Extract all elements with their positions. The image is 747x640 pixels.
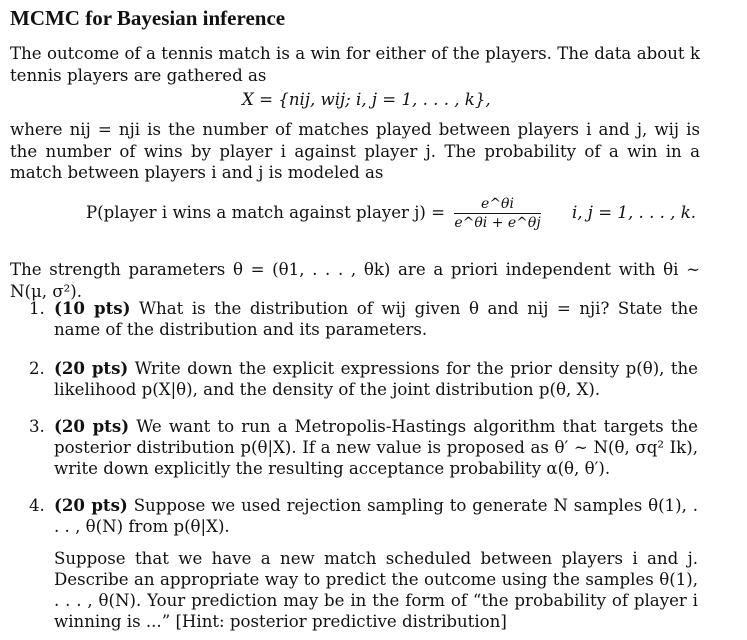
question-2-points: (20 pts) <box>54 358 129 378</box>
question-2 <box>30 358 698 400</box>
intro-paragraph: The outcome of a tennis match is a win for either of the players. The data about k tennis players are gathered as <box>10 44 700 85</box>
question-2-text: Write down the explicit expressions for the prior density p(θ), the likelihood p(X|θ), and the density of the joint distribution p(θ, X). <box>54 359 699 399</box>
page-title: MCMC for Bayesian inference <box>10 6 286 30</box>
model-numerator: e^θi <box>454 196 540 214</box>
model-denominator: e^θi + e^θj <box>454 215 541 231</box>
question-4-number: 4. <box>29 496 45 515</box>
model-fraction <box>454 196 540 231</box>
question-1-number: 1. <box>29 299 45 318</box>
strength-paragraph: The strength parameters θ = (θ1, . . . , θk) are a priori independent with θi ∼ N(μ, σ²). <box>10 260 700 301</box>
question-3-points: (20 pts) <box>54 416 130 436</box>
question-4-followup: Suppose that we have a new match scheduled between players i and j. Describe an appropriate way to predict the outcome using the samples θ(1), . . . , θ(N). Your prediction may be in the form of “the probability of player i winning is ...” [Hint: posterior predictive distribution] <box>54 549 698 631</box>
model-equation <box>86 196 696 231</box>
data-equation: X = {nij, wij; i, j = 1, . . . , k}, <box>242 90 491 109</box>
question-1-text: What is the distribution of wij given θ and nij = nji? State the name of the distribution and its parameters. <box>54 299 699 339</box>
question-3-number: 3. <box>29 417 45 436</box>
question-4-points: (20 pts) <box>54 495 128 515</box>
question-3 <box>30 416 698 479</box>
model-lhs: P(player i wins a match against player j) = <box>86 203 446 222</box>
question-4 <box>30 495 698 537</box>
question-2-number: 2. <box>29 359 45 378</box>
question-1-points: (10 pts) <box>54 298 131 318</box>
model-range: i, j = 1, . . . , k. <box>571 203 697 222</box>
question-1 <box>30 298 698 340</box>
question-4-text: Suppose we used rejection sampling to generate N samples θ(1), . . . , θ(N) from p(θ|X). <box>54 496 699 536</box>
where-paragraph: where nij = nji is the number of matches played between players i and j, wij is the number of wins by player i against player j. The probability of a win in a match between players i and j is modeled as <box>10 120 700 182</box>
question-3-text: We want to run a Metropolis-Hastings algorithm that targets the posterior distribution p(θ|X). If a new value is proposed as θ′ ∼ N(θ, σq² Ik), write down explicitly the resulting acceptance probability α(θ, θ′). <box>54 417 698 478</box>
